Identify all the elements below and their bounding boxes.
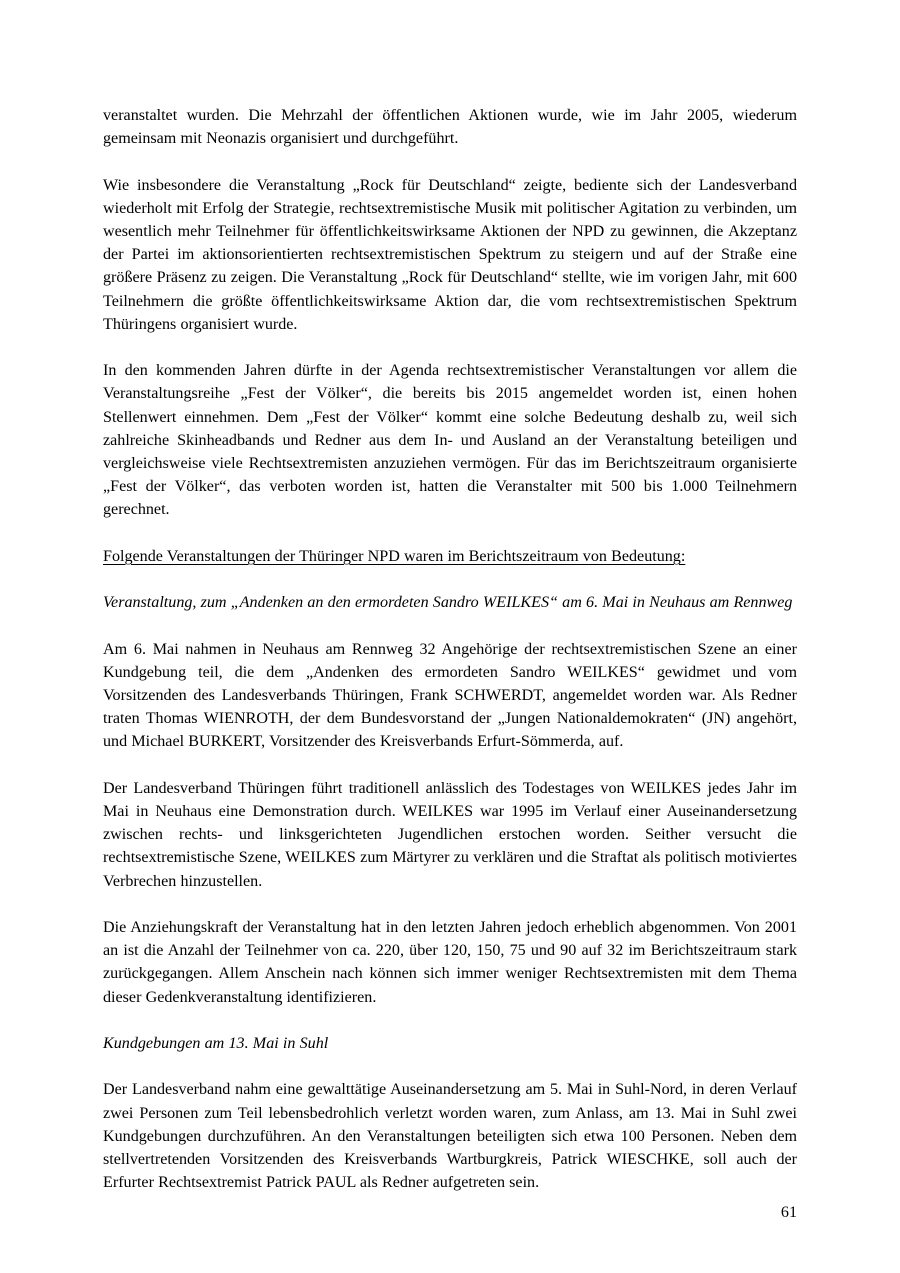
paragraph-todestag-demonstration: Der Landesverband Thüringen führt traditionell anlässlich des Todestages von WEILKES jedes Jahr im Mai in Neuhaus eine Demonstration durch. WEILKES war 1995 im Verlauf einer Auseinandersetzung zwischen rechts- und linksgerichteten Jugendlichen erstochen worden. Seither versucht die rechtsextremistische Szene, WEILKES zum Märtyrer zu verklären und die Straftat als politisch motiviertes Verbrechen hinzustellen. bbox=[103, 779, 797, 890]
paragraph-teilnehmerzahlen: Die Anziehungskraft der Veranstaltung hat in den letzten Jahren jedoch erheblich abgenommen. Von 2001 an ist die Anzahl der Teilnehmer von ca. 220, über 120, 150, 75 und 90 auf 32 im Berichtszeitraum stark zurückgegangen. Allem Anschein nach können sich immer weniger Rechtsextremisten mit dem Thema dieser Gedenkveranstaltung identifizieren. bbox=[103, 919, 797, 1006]
paragraph-fest-der-voelker: In den kommenden Jahren dürfte in der Agenda rechtsextremistischer Veranstaltungen vor allem die Veranstaltungsreihe „Fest der Völker“, die bereits bis 2015 angemeldet worden ist, einen hohen Stellenwert einnehmen. Dem „Fest der Völker“ kommt eine solche Bedeutung deshalb zu, weil sich zahlreiche Skinheadbands und Redner aus dem In- und Ausland an der Veranstaltung beteiligen und vergleichsweise viele Rechtsextremisten anzuziehen vermögen. Für das im Berichtszeitraum organisierte „Fest der Völker“, das verboten worden ist, hatten die Veranstalter mit 500 bis 1.000 Teilnehmern gerechnet. bbox=[103, 362, 797, 519]
section-heading-veranstaltungen bbox=[103, 545, 797, 568]
paragraph-rock-fuer-deutschland: Wie insbesondere die Veranstaltung „Rock für Deutschland“ zeigte, bediente sich der Landesverband wiederholt mit Erfolg der Strategie, rechtsextremistische Musik mit politischer Agitation zu verbinden, um wesentlich mehr Teilnehmer für öffentlichkeitswirksame Aktionen der NPD zu gewinnen, die Akzeptanz der Partei im aktionsorientierten rechtsextremistischen Spektrum zu steigern und auf der Straße eine größere Präsenz zu zeigen. Die Veranstaltung „Rock für Deutschland“ stellte, wie im vorigen Jahr, mit 600 Teilnehmern die größte öffentlichkeitswirksame Aktion dar, die vom rechtsextremistischen Spektrum Thüringens organisiert wurde. bbox=[103, 176, 797, 333]
paragraph-intro-continuation: veranstaltet wurden. Die Mehrzahl der öffentlichen Aktionen wurde, wie im Jahr 2005, wiederum gemeinsam mit Neonazis organisiert und durchgeführt. bbox=[103, 107, 797, 148]
subheading-kundgebungen-suhl: Kundgebungen am 13. Mai in Suhl bbox=[103, 1035, 329, 1052]
paragraph-kundgebung-neuhaus: Am 6. Mai nahmen in Neuhaus am Rennweg 32 Angehörige der rechtsextremistischen Szene an einer Kundgebung teil, die dem „Andenken des ermordeten Sandro WEILKES“ gewidmet und vom Vorsitzenden des Landesverbands Thüringen, Frank SCHWERDT, angemeldet worden war. Als Redner traten Thomas WIENROTH, der dem Bundesvorstand der „Jungen Nationaldemokraten“ (JN) angehört, und Michael BURKERT, Vorsitzender des Kreisverbands Erfurt-Sömmerda, auf. bbox=[103, 640, 797, 751]
paragraph-suhl-kundgebungen: Der Landesverband nahm eine gewalttätige Auseinandersetzung am 5. Mai in Suhl-Nord, in deren Verlauf zwei Personen zum Teil lebensbedrohlich verletzt worden waren, zum Anlass, am 13. Mai in Suhl zwei Kundgebungen durchzuführen. An den Veranstaltungen beteiligten sich etwa 100 Personen. Neben dem stellvertretenden Vorsitzenden des Kreisverbands Wartburgkreis, Patrick WIESCHKE, soll auch der Erfurter Rechtsextremist Patrick PAUL als Redner aufgetreten sein. bbox=[103, 1081, 797, 1192]
page-number: 61 bbox=[780, 1204, 797, 1221]
section-heading-text: Folgende Veranstaltungen der Thüringer NPD waren im Berichtszeitraum von Bedeutung: bbox=[103, 547, 686, 565]
text-column bbox=[103, 104, 797, 1194]
subheading-veranstaltung-weilkes: Veranstaltung, zum „Andenken an den ermordeten Sandro WEILKES“ am 6. Mai in Neuhaus am Rennweg bbox=[103, 594, 793, 612]
